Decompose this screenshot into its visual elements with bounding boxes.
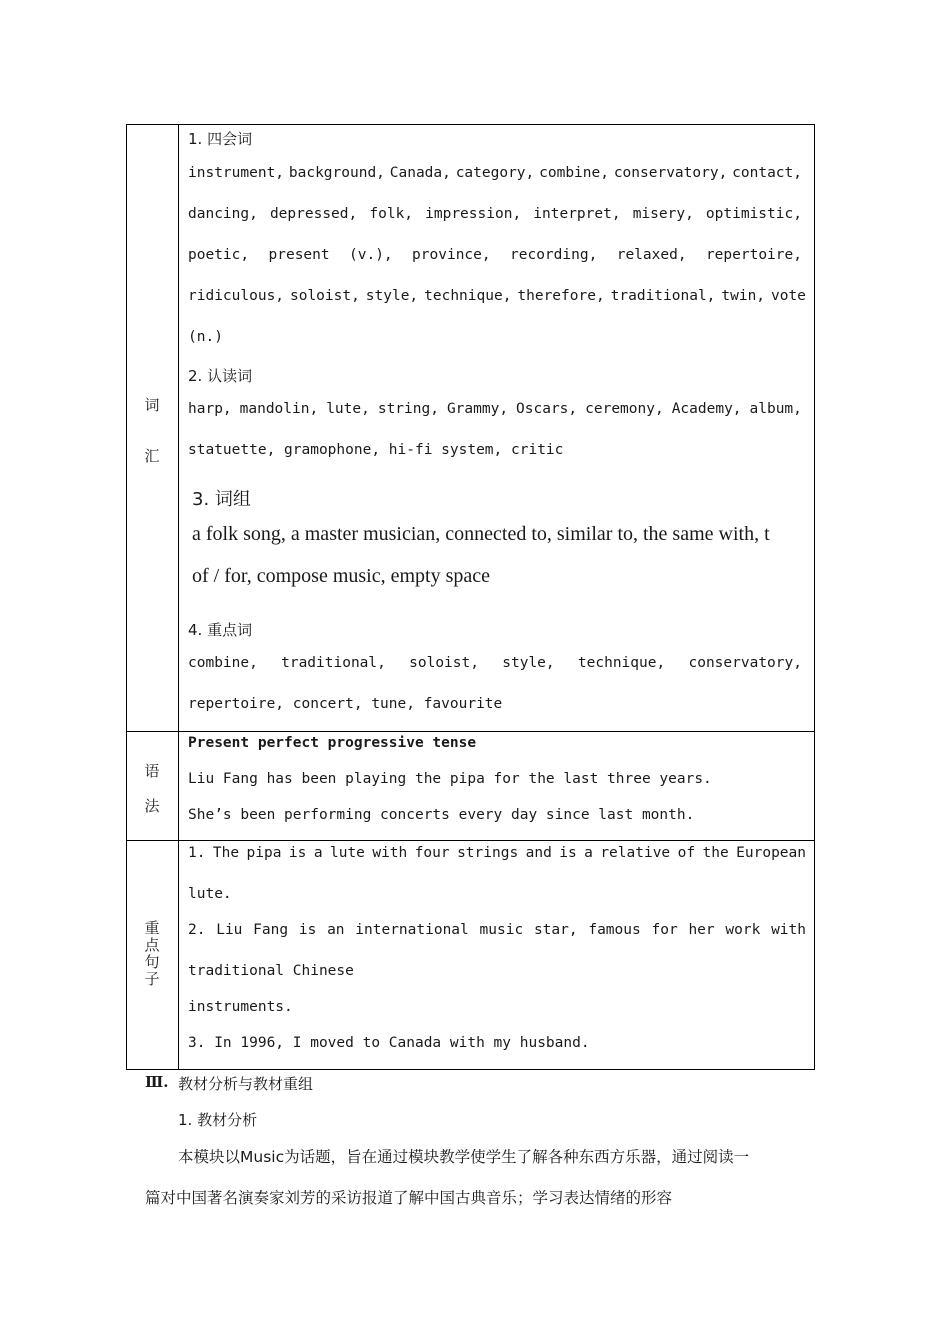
- vocab-line: poetic, present (v.), province, recording, relaxed, repertoire,: [188, 247, 802, 263]
- table-border-top: [126, 124, 815, 125]
- vocab-line: instrument, background, Canada, category, combine, conservatory, contact,: [188, 165, 802, 181]
- four-skill-words-heading: 1. 四会词: [188, 130, 253, 148]
- vocab-line: combine, traditional, soloist, style, technique, conservatory,: [188, 655, 802, 671]
- sentences-label-char-3: 句: [144, 953, 160, 971]
- key-words-heading: 4. 重点词: [188, 621, 253, 639]
- sentences-label-char-4: 子: [144, 970, 160, 988]
- vocab-line-tail: repertoire, concert, tune, favourite: [188, 696, 503, 712]
- section-3-paragraph-line-1: 本模块以Music为话题，旨在通过模块教学使学生了解各种东西方乐器，通过阅读一: [178, 1148, 750, 1166]
- table-border-bottom: [126, 1069, 815, 1070]
- sentence-1-line: 1. The pipa is a lute with four strings and is a relative of the European: [188, 845, 806, 861]
- vocab-line: harp, mandolin, lute, string, Grammy, Oscars, ceremony, Academy, album,: [188, 401, 802, 417]
- sentence-2-tail-a: traditional Chinese: [188, 963, 354, 979]
- phrases-line-1: a folk song, a master musician, connected to, similar to, the same with, t: [192, 523, 770, 545]
- sentence-3: 3. In 1996, I moved to Canada with my husband.: [188, 1035, 590, 1051]
- sentence-2-line: 2. Liu Fang is an international music star, famous for her work with: [188, 922, 806, 938]
- grammar-label-char-2: 法: [144, 797, 160, 815]
- vocab-line-tail: (n.): [188, 329, 223, 345]
- grammar-label-char-1: 语: [144, 762, 160, 780]
- section-3-subheading: 1. 教材分析: [178, 1111, 258, 1129]
- section-3-number: Ⅲ.: [145, 1073, 169, 1091]
- phrases-heading: 3. 词组: [192, 489, 251, 510]
- sentence-1-tail: lute.: [188, 886, 232, 902]
- vocab-label-char-2: 汇: [144, 447, 160, 465]
- sentence-2-tail-b: instruments.: [188, 999, 293, 1015]
- table-row-divider-1: [126, 731, 815, 732]
- sentences-label-char-2: 点: [144, 936, 160, 954]
- vocab-label-char-1: 词: [144, 396, 160, 414]
- sentences-label-char-1: 重: [144, 919, 160, 937]
- grammar-example-1: Liu Fang has been playing the pipa for the last three years.: [188, 771, 712, 787]
- grammar-example-2: She’s been performing concerts every day since last month.: [188, 807, 695, 823]
- table-column-divider: [178, 124, 179, 1070]
- table-row-divider-2: [126, 840, 815, 841]
- vocab-line: ridiculous, soloist, style, technique, therefore, traditional, twin, vote: [188, 288, 806, 304]
- recognition-words-heading: 2. 认读词: [188, 367, 253, 385]
- phrases-image-block: [180, 475, 814, 593]
- table-border-right: [814, 124, 815, 1070]
- section-3-heading: 教材分析与教材重组: [178, 1075, 314, 1093]
- grammar-title: Present perfect progressive tense: [188, 735, 477, 751]
- section-3-paragraph-line-2: 篇对中国著名演奏家刘芳的采访报道了解中国古典音乐；学习表达情绪的形容: [145, 1189, 673, 1207]
- vocab-line-tail: statuette, gramophone, hi-fi system, critic: [188, 442, 564, 458]
- vocab-line: dancing, depressed, folk, impression, interpret, misery, optimistic,: [188, 206, 802, 222]
- phrases-line-2: of / for, compose music, empty space: [192, 565, 491, 587]
